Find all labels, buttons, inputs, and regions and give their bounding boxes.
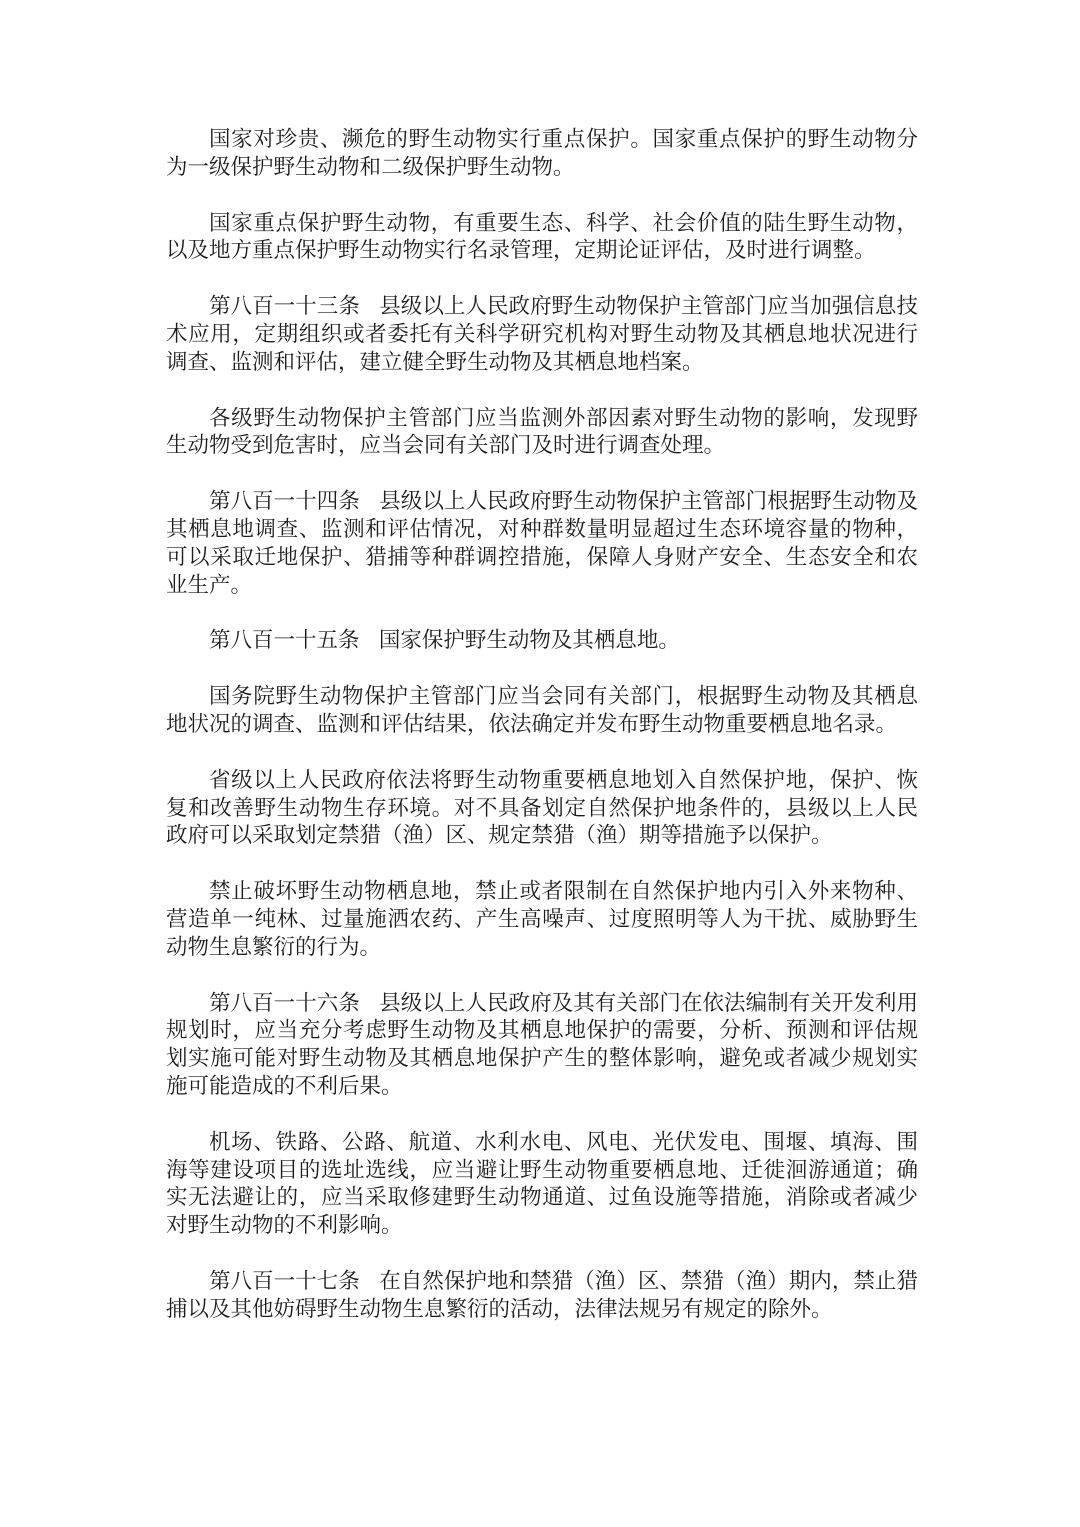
paragraph-text: 国家对珍贵、濒危的野生动物实行重点保护。国家重点保护的野生动物分为一级保护野生动物和二级保护野生动物。: [166, 127, 918, 180]
article-number: 第八百一十四条: [209, 489, 360, 515]
article-paragraph: [166, 488, 918, 599]
paragraph-text: 县级以上人民政府野生动物保护主管部门应当加强信息技术应用，定期组织或者委托有关科学研究机构对野生动物及其栖息地状况进行调查、监测和评估，建立健全野生动物及其栖息地档案。: [166, 294, 918, 375]
article-paragraph: [166, 990, 918, 1101]
paragraph-text: 各级野生动物保护主管部门应当监测外部因素对野生动物的影响，发现野生动物受到危害时，应当会同有关部门及时进行调查处理。: [166, 405, 918, 459]
paragraph-text: 国家重点保护野生动物，有重要生态、科学、社会价值的陆生野生动物，以及地方重点保护野生动物实行名录管理，定期论证评估，及时进行调整。: [166, 210, 918, 264]
paragraph-text: 国务院野生动物保护主管部门应当会同有关部门，根据野生动物及其栖息地状况的调查、监测和评估结果，依法确定并发布野生动物重要栖息地名录。: [166, 684, 918, 737]
article-paragraph: [166, 1268, 918, 1324]
article-number: 第八百一十三条: [209, 294, 360, 320]
paragraph: [166, 878, 918, 961]
paragraph: [166, 683, 918, 739]
article-paragraph: [166, 627, 918, 655]
paragraph-text: 国家保护野生动物及其栖息地。: [378, 628, 680, 654]
article-number: 第八百一十六条: [209, 990, 360, 1016]
paragraph-text: 县级以上人民政府野生动物保护主管部门根据野生动物及其栖息地调查、监测和评估情况，对种群数量明显超过生态环境容量的物种，可以采取迁地保护、猎捕等种群调控措施，保障人身财产安全、生态安全和农业生产。: [166, 489, 918, 598]
paragraph-text: 禁止破坏野生动物栖息地，禁止或者限制在自然保护地内引入外来物种、营造单一纯林、过量施洒农药、产生高噪声、过度照明等人为干扰、威胁野生动物生息繁衍的行为。: [166, 879, 918, 960]
paragraph-text: 省级以上人民政府依法将野生动物重要栖息地划入自然保护地，保护、恢复和改善野生动物生存环境。对不具备划定自然保护地条件的，县级以上人民政府可以采取划定禁猎（渔）区、规定禁猎（渔）期等措施予以保护。: [166, 767, 918, 849]
article-paragraph: [166, 293, 918, 376]
paragraph: [166, 1129, 918, 1240]
paragraph: [166, 126, 918, 182]
document-page: [166, 126, 918, 1324]
paragraph: [166, 210, 918, 266]
article-number: 第八百一十七条: [209, 1268, 360, 1294]
paragraph: [166, 767, 918, 850]
paragraph-text: 县级以上人民政府及其有关部门在依法编制有关开发利用规划时，应当充分考虑野生动物及其栖息地保护的需要，分析、预测和评估规划实施可能对野生动物及其栖息地保护产生的整体影响，避免或者减少规划实施可能造成的不利后果。: [166, 990, 918, 1099]
paragraph: [166, 405, 918, 461]
paragraph-text: 在自然保护地和禁猎（渔）区、禁猎（渔）期内，禁止猎捕以及其他妨碍野生动物生息繁衍的活动，法律法规另有规定的除外。: [166, 1268, 918, 1322]
article-number: 第八百一十五条: [209, 628, 360, 654]
paragraph-text: 机场、铁路、公路、航道、水利水电、风电、光伏发电、围堰、填海、围海等建设项目的选址选线，应当避让野生动物重要栖息地、迁徙洄游通道；确实无法避让的，应当采取修建野生动物通道、过鱼设施等措施，消除或者减少对野生动物的不利影响。: [166, 1129, 918, 1239]
